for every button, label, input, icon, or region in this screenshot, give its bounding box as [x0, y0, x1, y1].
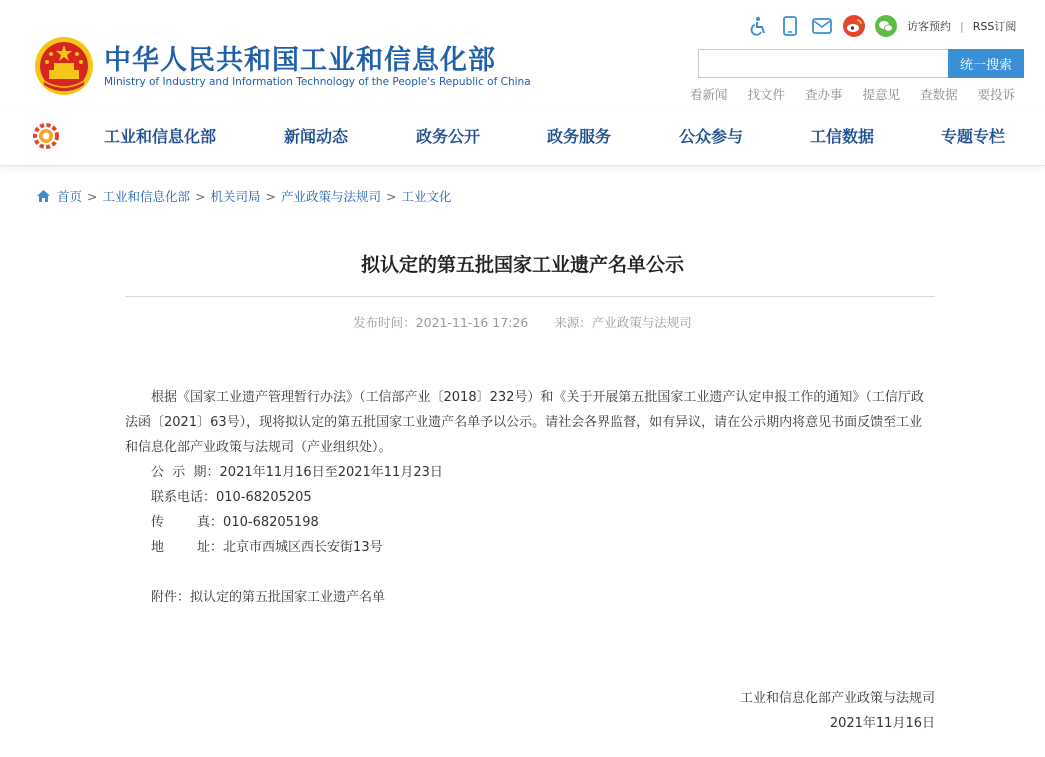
title-divider — [125, 296, 935, 297]
quick-link-files[interactable]: 找文件 — [747, 87, 786, 102]
signature-date: 2021年11月16日 — [829, 716, 935, 731]
article-meta — [0, 313, 1045, 331]
notice-period: 公 示 期：2021年11月16日至2021年11月23日 — [151, 465, 443, 480]
nav-item-data[interactable]: 工信数据 — [810, 127, 875, 146]
quick-link-complaint[interactable]: 要投诉 — [977, 87, 1016, 102]
signature-block — [740, 686, 935, 736]
quick-link-news[interactable]: 看新闻 — [690, 87, 728, 102]
site-header — [0, 0, 1045, 110]
search-button[interactable]: 统一搜索 — [948, 49, 1024, 78]
signature-dept: 工业和信息化部产业政策与法规司 — [739, 691, 935, 706]
spacer — [125, 560, 935, 585]
top-link-separator: | — [960, 19, 964, 33]
home-icon[interactable] — [36, 189, 51, 203]
contact-phone: 联系电话：010-68205205 — [151, 490, 312, 505]
nav-item-gov-info[interactable]: 政务公开 — [416, 127, 481, 146]
mail-icon[interactable] — [811, 15, 833, 37]
breadcrumb-industrial-culture[interactable]: 工业文化 — [401, 189, 452, 204]
nav-item-public[interactable]: 公众参与 — [679, 127, 744, 146]
article-body — [125, 385, 935, 610]
breadcrumb-separator: > — [265, 188, 276, 204]
attachment-link[interactable]: 附件：拟认定的第五批国家工业遗产名单 — [151, 590, 386, 605]
quick-link-feedback[interactable]: 提意见 — [862, 87, 901, 102]
site-subtitle[interactable]: Ministry of Industry and Information Technology of the People's Republic of China — [104, 76, 531, 88]
breadcrumb-separator: > — [87, 188, 98, 204]
breadcrumb-ministry[interactable]: 工业和信息化部 — [102, 189, 191, 204]
search-input[interactable] — [698, 49, 948, 78]
wechat-icon[interactable] — [875, 15, 897, 37]
breadcrumb-separator: > — [195, 188, 206, 204]
visitor-appointment-link[interactable]: 访客预约 — [907, 20, 951, 33]
nav-item-news[interactable]: 新闻动态 — [284, 127, 349, 146]
nav-item-ministry[interactable]: 工业和信息化部 — [104, 127, 217, 146]
article-source: 来源：产业政策与法规司 — [554, 315, 692, 330]
nav-item-gov-service[interactable]: 政务服务 — [547, 127, 612, 146]
quick-links — [690, 85, 1015, 103]
quick-link-services[interactable]: 查办事 — [805, 87, 843, 102]
breadcrumb — [36, 187, 452, 205]
address: 地 址：北京市西城区西长安街13号 — [151, 540, 383, 555]
gear-logo-icon[interactable] — [33, 123, 59, 149]
top-toolbar — [747, 14, 1016, 38]
nav-item-topics[interactable]: 专题专栏 — [941, 127, 1006, 146]
fax: 传 真：010-68205198 — [151, 515, 319, 530]
weibo-icon[interactable] — [843, 15, 865, 37]
mobile-icon[interactable] — [779, 15, 801, 37]
rss-subscribe-link[interactable]: RSS订阅 — [972, 20, 1017, 33]
breadcrumb-policy-dept[interactable]: 产业政策与法规司 — [281, 189, 382, 204]
publish-time: 发布时间：2021-11-16 17:26 — [353, 315, 529, 330]
main-nav — [0, 110, 1045, 166]
breadcrumb-home[interactable]: 首页 — [57, 189, 83, 204]
quick-link-data[interactable]: 查数据 — [920, 87, 958, 102]
breadcrumb-separator: > — [386, 188, 397, 204]
article-intro: 根据《国家工业遗产管理暂行办法》（工信部产业〔2018〕232号）和《关于开展第五批国家工业遗产认定申报工作的通知》（工信厅政法函〔2021〕63号），现将拟认定的第五批国家工业遗产名单予以公示。请社会各界监督，如有异议，请在公示期内将意见书面反馈至工业和信息化部产业政策与法规司（产业组织处）。 — [125, 390, 924, 455]
breadcrumb-departments[interactable]: 机关司局 — [210, 189, 261, 204]
national-emblem-icon[interactable] — [34, 36, 94, 96]
site-title[interactable]: 中华人民共和国工业和信息化部 — [104, 45, 496, 76]
article-title: 拟认定的第五批国家工业遗产名单公示 — [360, 254, 684, 276]
accessibility-icon[interactable] — [747, 15, 769, 37]
